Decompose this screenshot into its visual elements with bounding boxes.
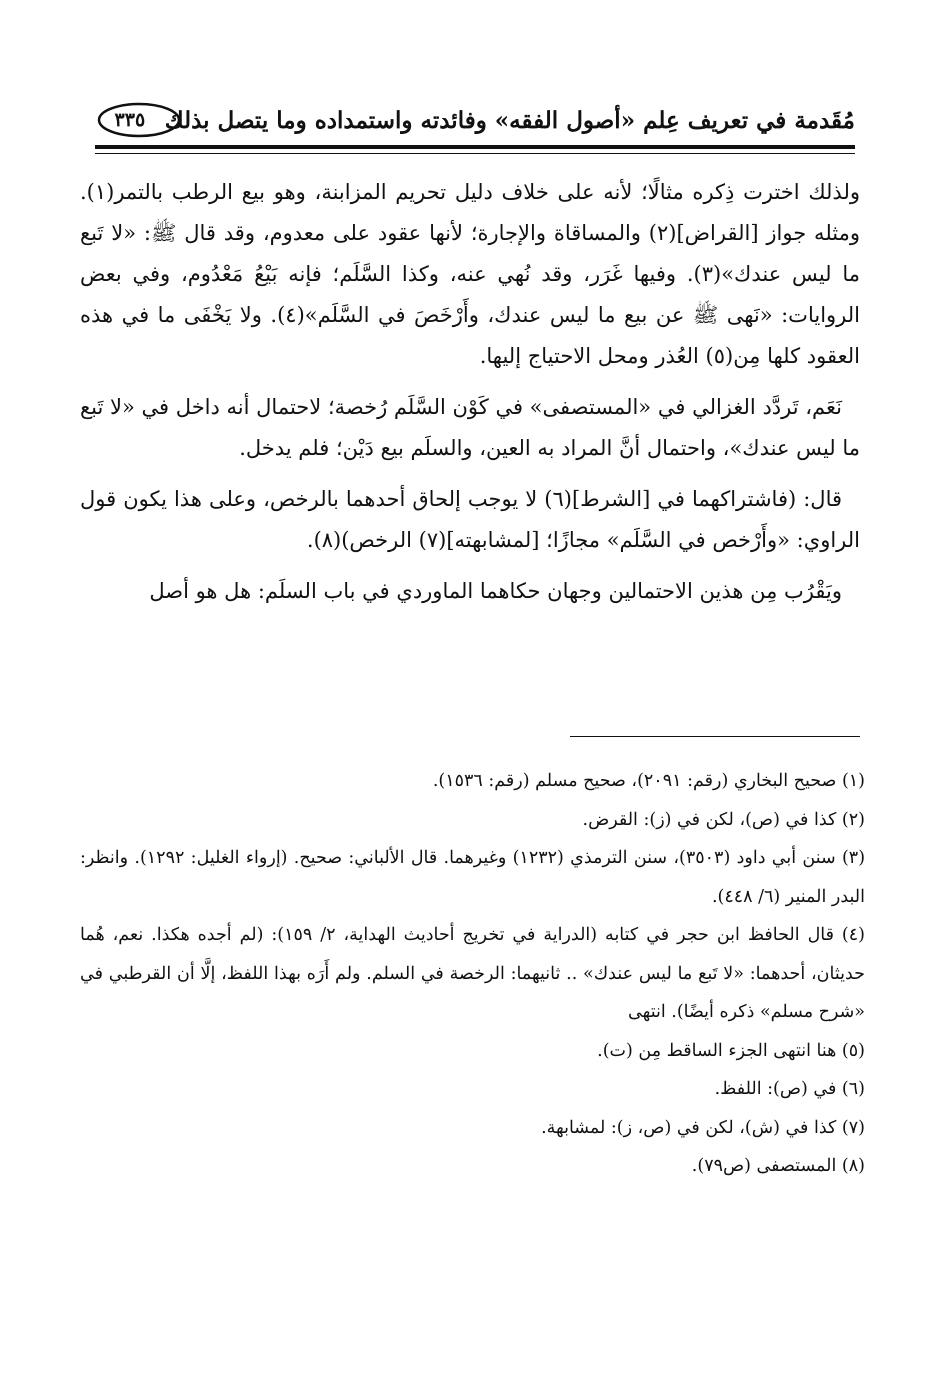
footnote-3: (٣) سنن أبي داود (٣٥٠٣)، سنن الترمذي (١٢٣٢) وغيرهما. قال الألباني: صحيح. (إرواء الغليل: ١٢٩٢). وانظر: البدر المنير (٦/ ٤٤٨). (80, 848, 866, 907)
running-header (95, 95, 855, 145)
footnote-2: (٢) كذا في (ص)، لكن في (ز): القرض. (582, 809, 865, 830)
footnote-separator (570, 736, 860, 737)
page-number: ٣٣٥ (114, 109, 146, 131)
footnote-5: (٥) هنا انتهى الجزء الساقط مِن (ت). (597, 1040, 865, 1061)
main-text (80, 172, 860, 622)
paragraph: نَعَم، تَردَّد الغزالي في «المستصفى» في كَوْن السَّلَم رُخصة؛ لاحتمال أنه داخل في «لا تَبع ما ليس عندك»، واحتمال أنَّ المراد به العين، والسلَم بيع دَيْن؛ فلم يدخل. (80, 395, 860, 460)
footnote-4: (٤) قال الحافظ ابن حجر في كتابه (الدراية في تخريج أحاديث الهداية، ٢/ ١٥٩): (لم أجده هكذا. نعم، هُما حديثان، أحدهما: «لا تَبع ما ليس عندك» .. ثانيهما: الرخصة في السلم. ولم أَرَه بهذا اللفظ، إلَّا أن القرطبي في «شرح مسلم» ذكره أيضًا). انتهى (80, 925, 865, 1022)
header-rule-thick (95, 145, 855, 149)
paragraph: ويَقْرُب مِن هذين الاحتمالين وجهان حكاهما الماوردي في باب السلَم: هل هو أصل (149, 579, 842, 603)
paragraph: ولذلك اخترت ذِكره مثالًا؛ لأنه على خلاف دليل تحريم المزابنة، وهو بيع الرطب بالتمر(١). ومثله جواز [القراض](٢) والمساقاة والإجارة؛ لأنها عقود على معدوم، وقد قال ﷺ: «لا تَبع ما ليس عندك»(٣). وفيها غَرَر، وقد نُهي عنه، وكذا السَّلَم؛ فإنه بَيْعُ مَعْدُوم، وفي بعض الروايات: «نَهى ﷺ عن بيع ما ليس عندك، وأَرْخَصَ في السَّلَم»(٤). ولا يَخْفَى ما في هذه العقود كلها مِن(٥) العُذر ومحل الاحتياج إليها. (80, 180, 860, 368)
header-rule-thin (95, 153, 855, 154)
footnote-1: (١) صحيح البخاري (رقم: ٢٠٩١)، صحيح مسلم (رقم: ١٥٣٦). (432, 771, 865, 791)
paragraph: قال: (فاشتراكهما في [الشرط](٦) لا يوجب إلحاق أحدهما بالرخص، وعلى هذا يكون قول الراوي: «وأَرْخص في السَّلَم» مجازًا؛ [لمشابهته](٧) الرخص)(٨). (80, 487, 860, 552)
footnotes (80, 762, 865, 1186)
footnote-8: (٨) المستصفى (ص٧٩). (691, 1156, 865, 1176)
page-number-badge (95, 100, 165, 140)
running-header-title: مُقَدمة في تعريف عِلم «أصول الفقه» وفائدته واستمداده وما يتصل بذلك (164, 106, 855, 134)
footnote-6: (٦) في (ص): اللفظ. (714, 1079, 865, 1099)
footnote-7: (٧) كذا في (ش)، لكن في (ص، ز): لمشابهة. (541, 1117, 865, 1138)
